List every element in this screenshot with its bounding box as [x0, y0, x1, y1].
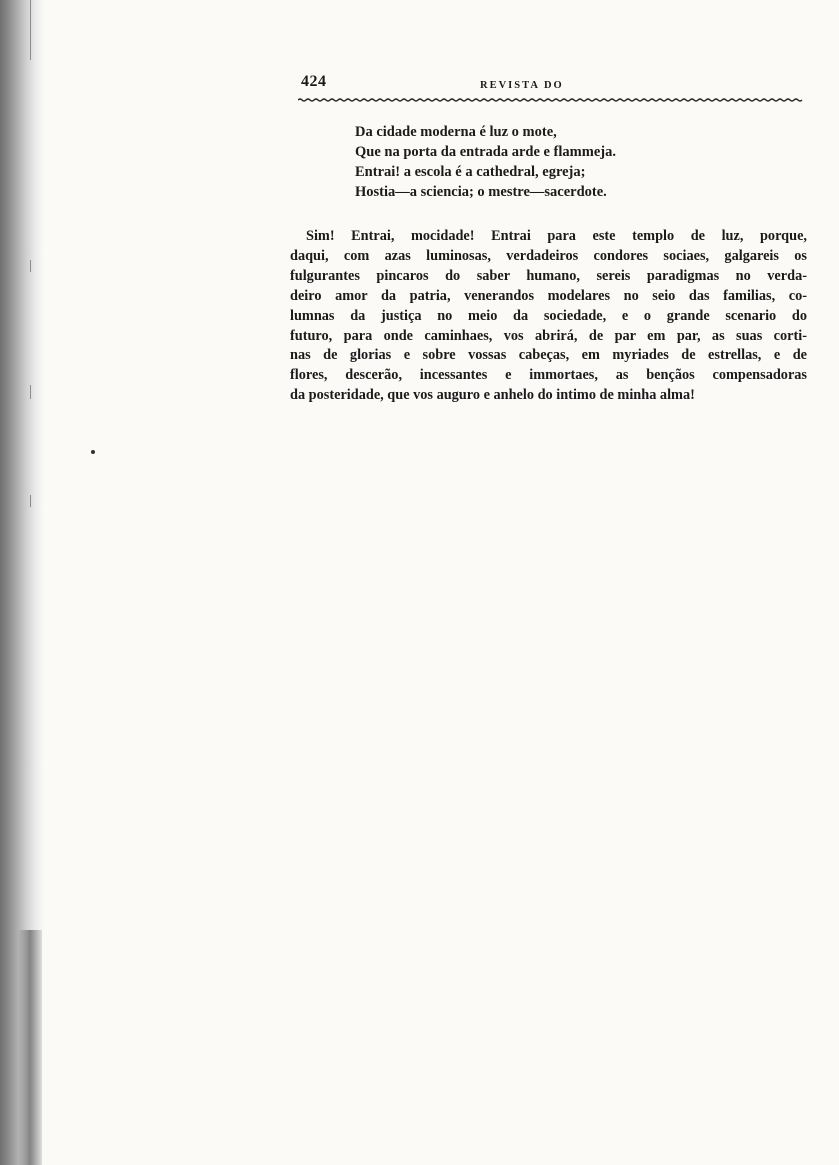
paragraph-line: flores, descerão, incessantes e immortaes, as bençãos compensadoras — [290, 367, 807, 384]
paragraph-line: Sim! Entrai, mocidade! Entrai para este templo de luz, porque, — [306, 228, 807, 244]
poem-stanza — [355, 122, 616, 202]
gutter-mark — [30, 385, 31, 399]
verse-line: Entrai! a escola é a cathedral, egreja; — [355, 164, 586, 180]
paragraph-line: nas de glorias e sobre vossas cabeças, em myriades de estrellas, e de — [290, 347, 807, 364]
gutter-mark — [30, 260, 31, 272]
paragraph-line: da posteridade, que vos auguro e anhelo do intimo de minha alma! — [290, 387, 695, 404]
gutter-bottom-shadow — [18, 930, 42, 1165]
page-number: 424 — [301, 73, 327, 90]
verse-line: Hostia—a sciencia; o mestre—sacerdote. — [355, 184, 607, 200]
verse-line: Da cidade moderna é luz o mote, — [355, 124, 557, 140]
paragraph-line: daqui, com azas luminosas, verdadeiros condores sociaes, galgareis os — [290, 247, 807, 264]
paragraph-line: lumnas da justiça no meio da sociedade, e o grande scenario do — [290, 307, 807, 324]
body-paragraph — [290, 227, 807, 406]
paragraph-line: fulgurantes pincaros do saber humano, sereis paradigmas no verda- — [290, 267, 807, 284]
gutter-mark — [30, 0, 31, 60]
verse-line: Que na porta da entrada arde e flammeja. — [355, 144, 616, 160]
paragraph-line: futuro, para onde caminhaes, vos abrirá, de par em par, as suas corti- — [290, 327, 807, 344]
running-head: REVISTA DO — [480, 80, 564, 91]
header-rule — [298, 98, 804, 102]
ink-speck — [91, 450, 95, 454]
paragraph-line: deiro amor da patria, venerandos modelares no seio das familias, co- — [290, 287, 807, 304]
gutter-mark — [30, 495, 31, 507]
